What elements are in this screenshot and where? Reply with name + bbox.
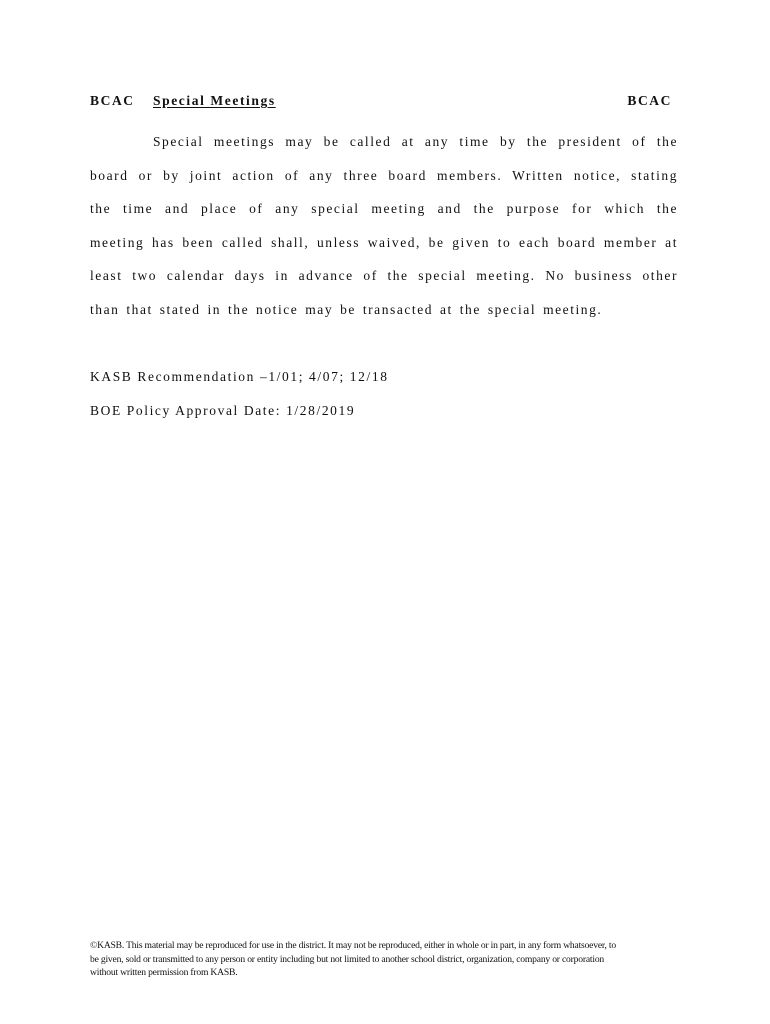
body-line: least two calendar days in advance of the special meeting. No business other [90, 268, 678, 283]
policy-history [90, 360, 389, 427]
footer-line: be given, sold or transmitted to any person or entity including but not limited to another school district, organization, company or corporation [90, 953, 605, 965]
policy-body [90, 125, 678, 326]
footer-line: without written permission from KASB. [90, 967, 238, 978]
policy-code-left: BCAC [90, 93, 135, 108]
body-line: meeting has been called shall, unless waived, be given to each board member at [90, 234, 678, 250]
body-line: than that stated in the notice may be transacted at the special meeting. [90, 301, 603, 317]
copyright-footer [90, 939, 680, 980]
body-line: board or by joint action of any three board members. Written notice, stating [90, 167, 678, 183]
boe-approval-date: BOE Policy Approval Date: 1/28/2019 [90, 402, 356, 418]
footer-line: ©KASB. This material may be reproduced for use in the district. It may not be reproduced, either in whole or in part, in any form whatsoever, to [90, 940, 616, 951]
kasb-recommendation: KASB Recommendation –1/01; 4/07; 12/18 [90, 369, 389, 384]
policy-title: Special Meetings [153, 93, 276, 108]
policy-code-right: BCAC [627, 93, 672, 108]
policy-header [90, 93, 672, 113]
body-line: Special meetings may be called at any time by the president of the [153, 134, 678, 149]
body-line: the time and place of any special meeting and the purpose for which the [90, 201, 678, 216]
